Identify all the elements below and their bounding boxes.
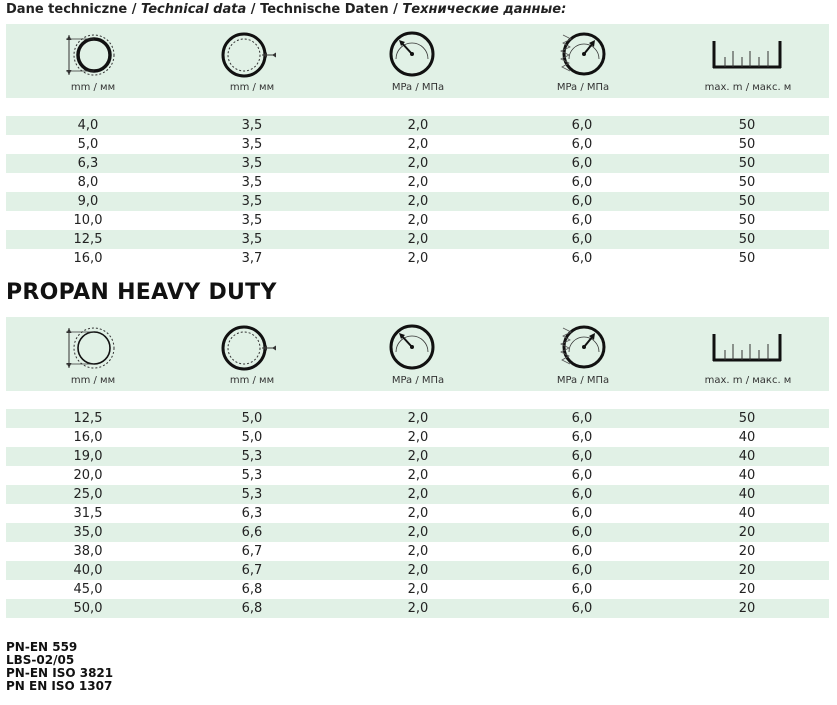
title-en: Technical data [141, 2, 247, 17]
table-row [6, 542, 829, 561]
table-row [6, 211, 829, 230]
table-cell: 2,0 [407, 194, 429, 209]
table-cell: 6,0 [571, 213, 593, 228]
table-cell: 2,0 [407, 449, 429, 464]
title-separator: / [393, 2, 398, 17]
table-cell: 2,0 [407, 156, 429, 171]
table-cell: 5,0 [241, 411, 263, 426]
table-cell: 12,5 [73, 411, 103, 426]
table-cell: 50,0 [73, 601, 103, 616]
length-ruler-icon [690, 33, 800, 73]
table-cell: 2,0 [407, 563, 429, 578]
standard-item: PN-EN ISO 3821 [6, 666, 114, 680]
table-cell: 6,0 [571, 582, 593, 597]
table-row [6, 485, 829, 504]
table-row [6, 504, 829, 523]
table-cell: 20 [738, 525, 756, 540]
table-row [6, 230, 829, 249]
table-cell: 6,6 [241, 525, 263, 540]
table-cell: 6,7 [241, 544, 263, 559]
table-cell: 6,0 [571, 601, 593, 616]
table-cell: 6,0 [571, 175, 593, 190]
table-cell: 2,0 [407, 468, 429, 483]
table-cell: 3,5 [241, 232, 263, 247]
table-cell: 6,0 [571, 563, 593, 578]
burst-pressure-gauge-icon [523, 29, 633, 81]
unit-inner-diameter: mm / мм [70, 375, 116, 386]
table-cell: 6,0 [571, 118, 593, 133]
table-cell: 6,8 [241, 582, 263, 597]
table-cell: 3,7 [241, 251, 263, 266]
table-cell: 25,0 [73, 487, 103, 502]
table-cell: 50 [738, 137, 756, 152]
table-cell: 5,3 [241, 468, 263, 483]
table-cell: 3,5 [241, 137, 263, 152]
table-cell: 50 [738, 251, 756, 266]
table-cell: 5,3 [241, 487, 263, 502]
table-cell: 2,0 [407, 175, 429, 190]
unit-working-pressure: MPa / МПа [391, 82, 445, 93]
table-cell: 3,5 [241, 156, 263, 171]
unit-burst-pressure: MPa / МПа [556, 82, 610, 93]
table-cell: 50 [738, 194, 756, 209]
table-row [6, 116, 829, 135]
table-cell: 45,0 [73, 582, 103, 597]
table-cell: 50 [738, 156, 756, 171]
title-separator: / [250, 2, 256, 17]
table-cell: 9,0 [77, 194, 99, 209]
table-row [6, 154, 829, 173]
table-cell: 35,0 [73, 525, 103, 540]
table-cell: 16,0 [73, 430, 103, 445]
table-cell: 2,0 [407, 506, 429, 521]
table-cell: 6,0 [571, 468, 593, 483]
table-cell: 6,7 [241, 563, 263, 578]
table-cell: 6,0 [571, 487, 593, 502]
table-cell: 6,0 [571, 525, 593, 540]
table-cell: 6,3 [77, 156, 99, 171]
unit-inner-diameter: mm / мм [70, 82, 116, 93]
table-cell: 10,0 [73, 213, 103, 228]
table-row [6, 523, 829, 542]
wall-thickness-icon [192, 324, 302, 372]
table-cell: 2,0 [407, 430, 429, 445]
table-cell: 6,0 [571, 232, 593, 247]
table-cell: 3,5 [241, 213, 263, 228]
table-cell: 20 [738, 563, 756, 578]
table-cell: 5,0 [77, 137, 99, 152]
working-pressure-gauge-icon [357, 322, 467, 372]
table-cell: 12,5 [73, 232, 103, 247]
table-row [6, 135, 829, 154]
table-cell: 2,0 [407, 137, 429, 152]
table-cell: 40 [738, 449, 756, 464]
table-cell: 2,0 [407, 525, 429, 540]
table-cell: 2,0 [407, 487, 429, 502]
table-row [6, 192, 829, 211]
table-cell: 50 [738, 232, 756, 247]
table-cell: 2,0 [407, 411, 429, 426]
table-row [6, 599, 829, 618]
table-cell: 6,0 [571, 449, 593, 464]
table-row [6, 580, 829, 599]
table-cell: 40 [738, 430, 756, 445]
inner-diameter-icon [38, 324, 148, 372]
table-row [6, 447, 829, 466]
table-cell: 6,0 [571, 506, 593, 521]
table-row [6, 409, 829, 428]
table-cell: 2,0 [407, 582, 429, 597]
table-cell: 38,0 [73, 544, 103, 559]
table-cell: 2,0 [407, 601, 429, 616]
standard-item: LBS-02/05 [6, 653, 75, 667]
table-cell: 2,0 [407, 544, 429, 559]
title-de: Technische Daten [260, 2, 389, 17]
table-cell: 20 [738, 544, 756, 559]
table-row [6, 249, 829, 268]
table-cell: 50 [738, 175, 756, 190]
table-cell: 8,0 [77, 175, 99, 190]
unit-max-length: max. m / макс. м [704, 375, 792, 386]
table-cell: 3,5 [241, 175, 263, 190]
table-cell: 50 [738, 118, 756, 133]
table-row [6, 561, 829, 580]
table-cell: 2,0 [407, 118, 429, 133]
table-cell: 6,8 [241, 601, 263, 616]
table-cell: 31,5 [73, 506, 103, 521]
table-cell: 50 [738, 411, 756, 426]
title-separator: / [131, 2, 137, 17]
table-row [6, 466, 829, 485]
table-cell: 6,0 [571, 411, 593, 426]
table-cell: 6,0 [571, 156, 593, 171]
table-cell: 4,0 [77, 118, 99, 133]
title-ru: Технические данные: [402, 2, 567, 17]
unit-max-length: max. m / макс. м [704, 82, 792, 93]
standard-item: PN-EN 559 [6, 640, 78, 654]
table-cell: 5,0 [241, 430, 263, 445]
unit-working-pressure: MPa / МПа [391, 375, 445, 386]
unit-burst-pressure: MPa / МПа [556, 375, 610, 386]
section-title: PROPAN HEAVY DUTY [6, 280, 277, 305]
table-cell: 6,0 [571, 430, 593, 445]
table-cell: 3,5 [241, 118, 263, 133]
working-pressure-gauge-icon [357, 29, 467, 79]
unit-wall-thickness: mm / мм [229, 375, 275, 386]
table-cell: 20 [738, 582, 756, 597]
table-row [6, 173, 829, 192]
table-cell: 20,0 [73, 468, 103, 483]
table-cell: 6,0 [571, 544, 593, 559]
table-cell: 40 [738, 468, 756, 483]
standard-item: PN EN ISO 1307 [6, 679, 113, 693]
standards-list [6, 641, 113, 693]
title-pl: Dane techniczne [6, 2, 128, 17]
table-cell: 2,0 [407, 251, 429, 266]
table-cell: 40 [738, 506, 756, 521]
length-ruler-icon [690, 326, 800, 366]
wall-thickness-icon [192, 31, 302, 79]
table-row [6, 428, 829, 447]
table-cell: 6,3 [241, 506, 263, 521]
table-cell: 6,0 [571, 137, 593, 152]
unit-wall-thickness: mm / мм [229, 82, 275, 93]
table-cell: 2,0 [407, 213, 429, 228]
table-cell: 40 [738, 487, 756, 502]
page-header-title [6, 2, 566, 17]
table-cell: 19,0 [73, 449, 103, 464]
table-cell: 50 [738, 213, 756, 228]
table-cell: 2,0 [407, 232, 429, 247]
table-cell: 40,0 [73, 563, 103, 578]
table-cell: 20 [738, 601, 756, 616]
table-cell: 6,0 [571, 194, 593, 209]
table-cell: 16,0 [73, 251, 103, 266]
burst-pressure-gauge-icon [523, 322, 633, 374]
table-cell: 3,5 [241, 194, 263, 209]
table-cell: 6,0 [571, 251, 593, 266]
inner-diameter-icon [38, 31, 148, 79]
table-cell: 5,3 [241, 449, 263, 464]
